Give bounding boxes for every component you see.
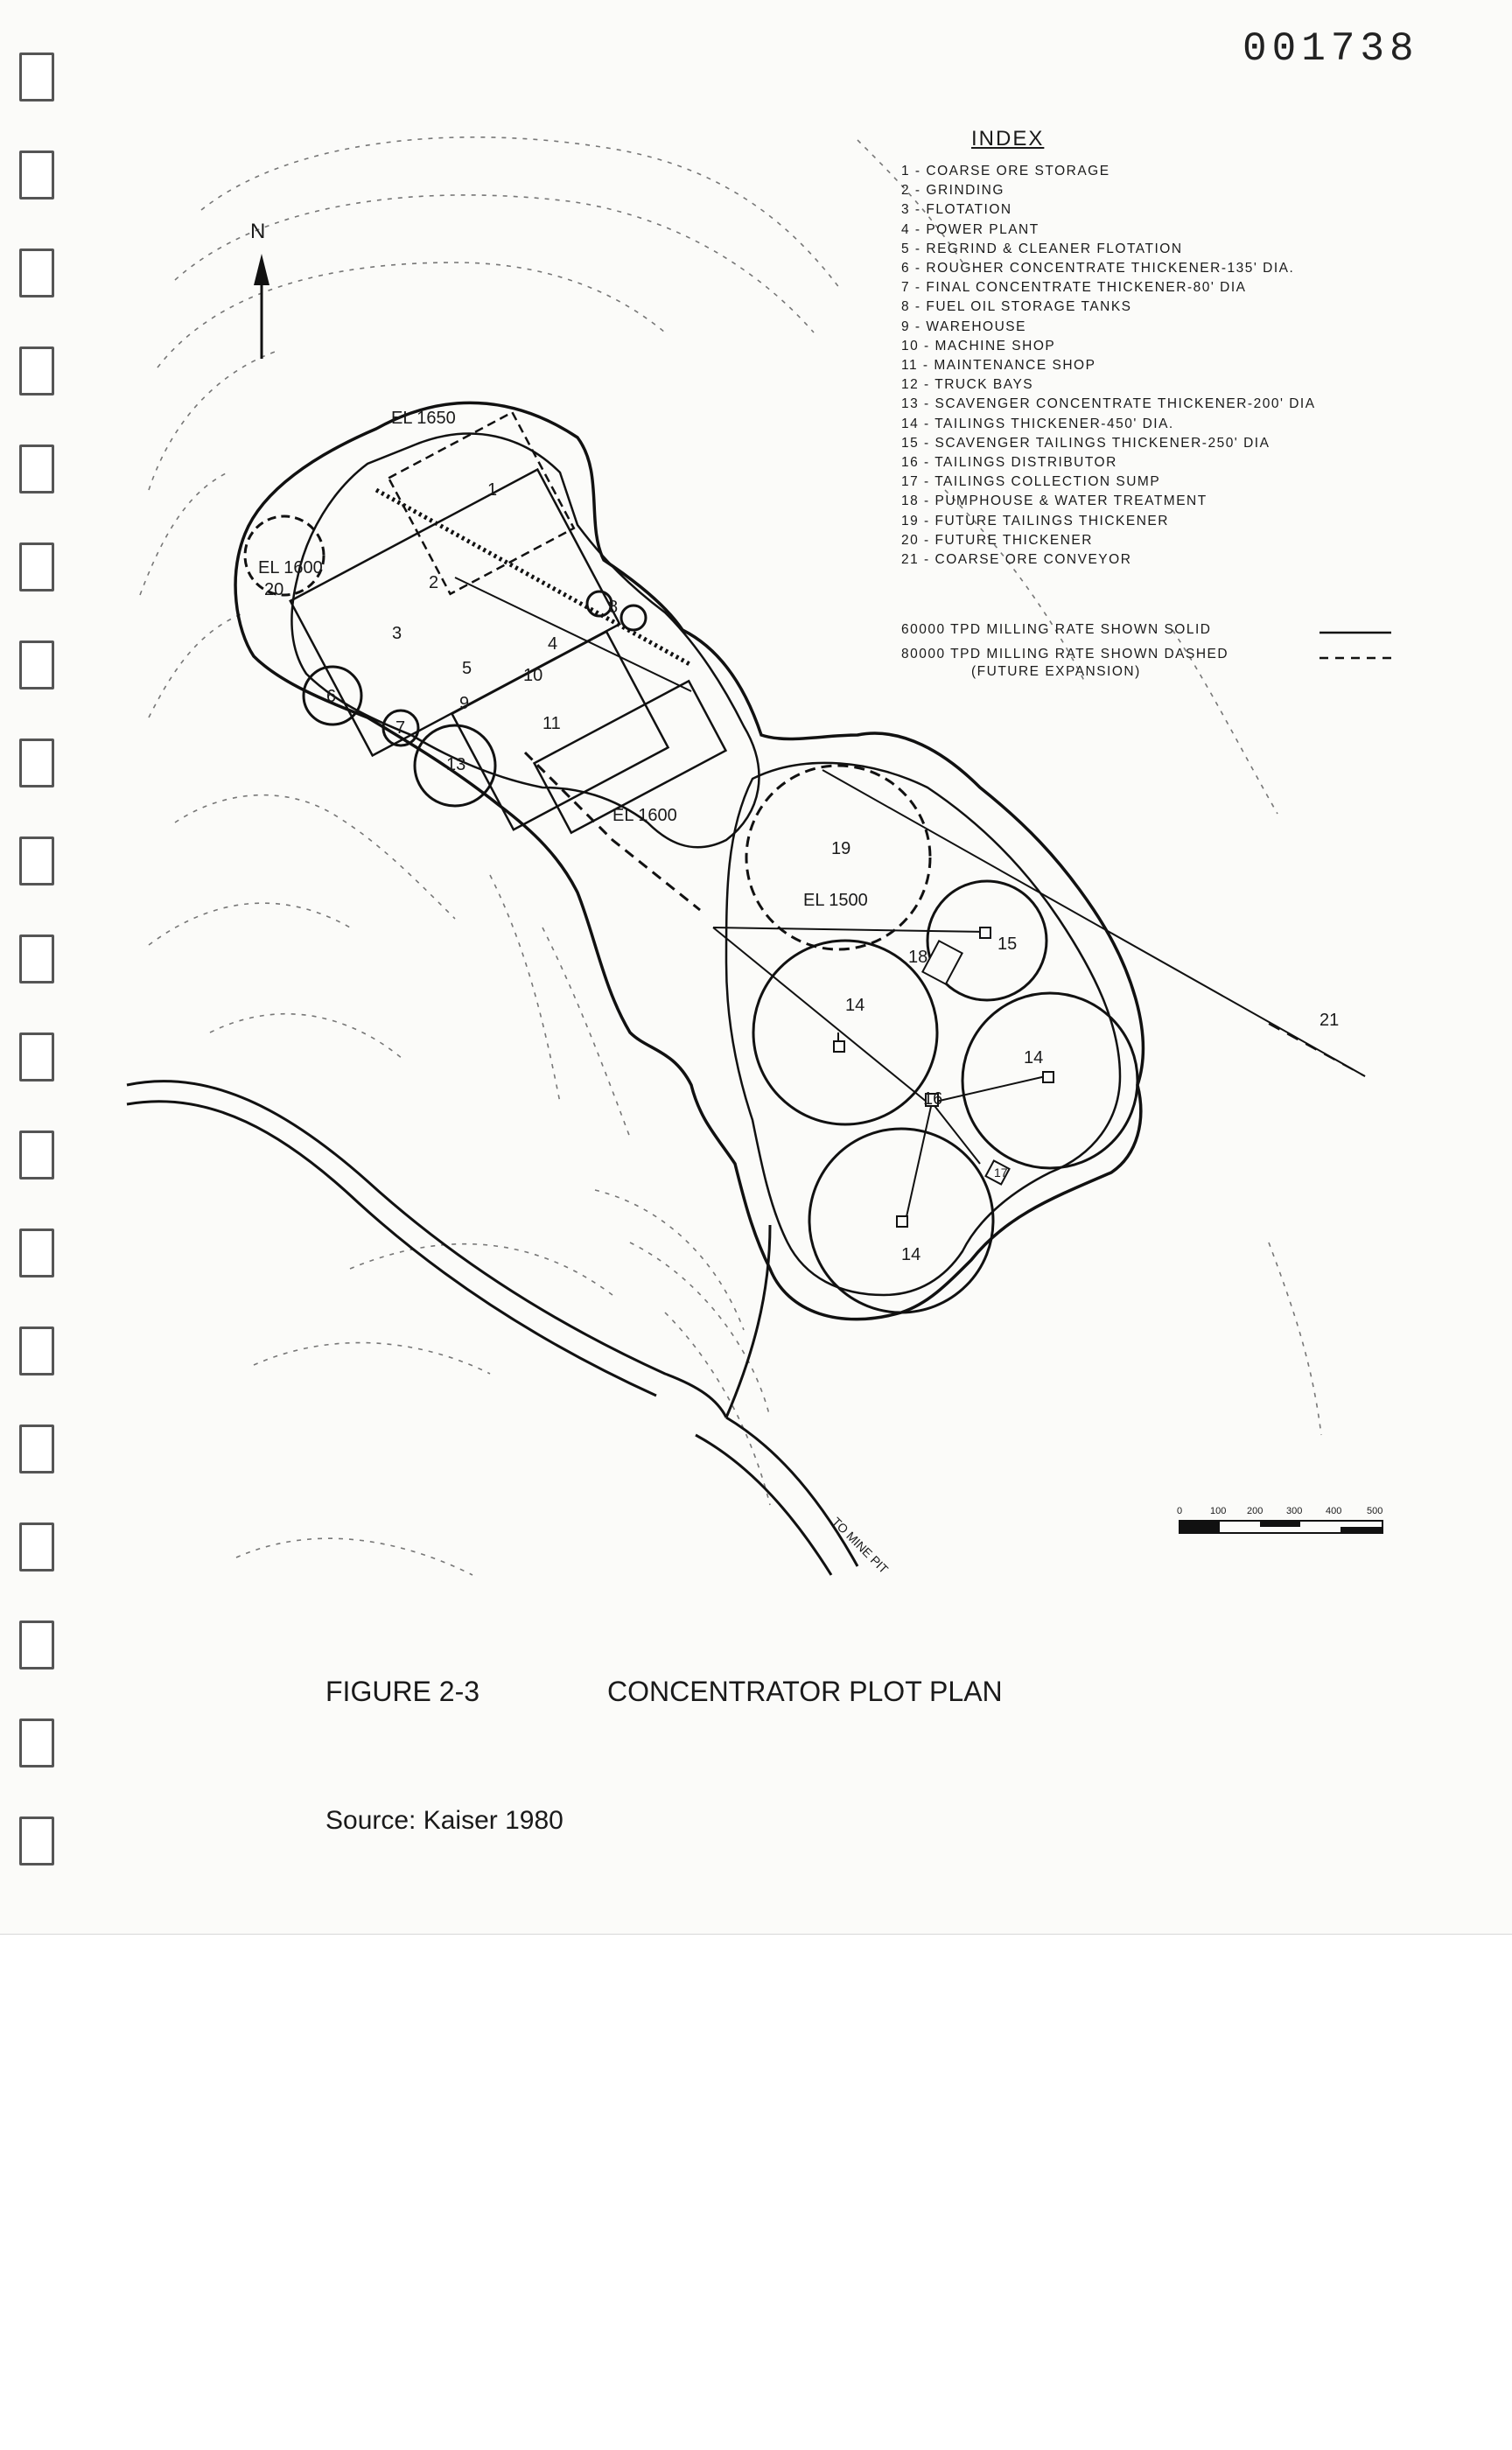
- elevation-label: EL 1600: [612, 806, 677, 825]
- map-number-label: 8: [608, 598, 619, 617]
- index-item: 12 - TRUCK BAYS: [901, 377, 1034, 393]
- index-item: 8 - FUEL OIL STORAGE TANKS: [901, 299, 1132, 315]
- index-item: 20 - FUTURE THICKENER: [901, 532, 1093, 548]
- terrace-outline: [291, 434, 759, 848]
- legend-dashed-text: 80000 TPD MILLING RATE SHOWN DASHED: [901, 647, 1229, 662]
- elevation-label: EL 1500: [803, 891, 868, 910]
- index-item: 9 - WAREHOUSE: [901, 318, 1026, 334]
- road-label: TO MINE PIT: [829, 1514, 892, 1577]
- elevation-label: EL 1600: [258, 558, 323, 578]
- binder-hole: [19, 1816, 54, 1866]
- figure-title: CONCENTRATOR PLOT PLAN: [607, 1676, 1003, 1707]
- map-number-label: 11: [542, 714, 561, 733]
- scale-tick-label: 0: [1177, 1506, 1183, 1516]
- map-number-label: 16: [923, 1089, 943, 1109]
- map-number-label: 2: [429, 573, 439, 592]
- conveyor: [376, 490, 691, 665]
- map-number-label: 9: [459, 694, 470, 713]
- index-item: 14 - TAILINGS THICKENER-450' DIA.: [901, 416, 1174, 431]
- index-item: 4 - POWER PLANT: [901, 221, 1040, 237]
- tank-8b: [621, 606, 646, 630]
- tank-14-a: [753, 941, 937, 1124]
- north-label: N: [250, 220, 266, 243]
- index-item: 5 - REGRIND & CLEANER FLOTATION: [901, 241, 1183, 256]
- source-note: Source: Kaiser 1980: [326, 1806, 564, 1835]
- buildings: [290, 412, 726, 832]
- index-title: INDEX: [971, 127, 1045, 150]
- scale-bar: [1177, 1506, 1382, 1533]
- map-number-label: 14: [845, 996, 865, 1015]
- map-number-label: 20: [264, 580, 284, 599]
- index-item: 19 - FUTURE TAILINGS THICKENER: [901, 513, 1169, 528]
- scale-tick-label: 400: [1326, 1506, 1342, 1516]
- index-item: 18 - PUMPHOUSE & WATER TREATMENT: [901, 494, 1208, 509]
- scale-tick-label: 200: [1247, 1506, 1264, 1516]
- index-item: 2 - GRINDING: [901, 183, 1004, 199]
- map-number-label: 18: [908, 948, 928, 967]
- index-item: 11 - MAINTENANCE SHOP: [901, 358, 1096, 374]
- index-item: 7 - FINAL CONCENTRATE THICKENER-80' DIA: [901, 280, 1247, 296]
- legend-dashed-note: (FUTURE EXPANSION): [971, 664, 1141, 679]
- index-item: 15 - SCAVENGER TAILINGS THICKENER-250' DIA: [901, 435, 1270, 451]
- document-number: 001738: [1242, 26, 1419, 72]
- binder-hole: [19, 1718, 54, 1768]
- map-number-label: 6: [326, 687, 337, 706]
- index-item: 6 - ROUGHER CONCENTRATE THICKENER-135' DIA.: [901, 261, 1295, 276]
- thickener-pad: [726, 763, 1120, 1295]
- index-item: 10 - MACHINE SHOP: [901, 338, 1056, 354]
- map-number-label: 1: [487, 480, 498, 500]
- index-item: 16 - TAILINGS DISTRIBUTOR: [901, 455, 1117, 471]
- map-number-label: 4: [548, 634, 558, 654]
- map-number-label: 3: [392, 624, 402, 643]
- index-item: 13 - SCAVENGER CONCENTRATE THICKENER-200' DIA: [901, 396, 1316, 412]
- map-number-label: 17: [994, 1166, 1008, 1180]
- map-number-label: 15: [998, 934, 1018, 954]
- map-number-label: 21: [1320, 1011, 1340, 1030]
- scale-tick-label: 300: [1286, 1506, 1303, 1516]
- legend-solid-text: 60000 TPD MILLING RATE SHOWN SOLID: [901, 622, 1212, 637]
- map-number-label: 14: [1024, 1048, 1044, 1068]
- scale-tick-label: 100: [1210, 1506, 1227, 1516]
- scale-tick-label: 500: [1367, 1506, 1383, 1516]
- map-number-label: 5: [462, 659, 472, 678]
- index-item: 3 - FLOTATION: [901, 202, 1012, 218]
- north-arrow-icon: [254, 254, 270, 359]
- elevation-label: EL 1650: [391, 409, 456, 428]
- index-item: 1 - COARSE ORE STORAGE: [901, 164, 1110, 178]
- building-coarse-ore-storage: [388, 412, 574, 594]
- figure-number: FIGURE 2-3: [326, 1676, 480, 1707]
- map-number-label: 13: [446, 755, 466, 774]
- map-number-label: 10: [523, 666, 543, 685]
- index-list: [901, 162, 1316, 570]
- index-item: 17 - TAILINGS COLLECTION SUMP: [901, 474, 1161, 490]
- map-number-label: 7: [396, 718, 406, 738]
- map-number-label: 14: [901, 1245, 921, 1264]
- tank-20-future-thickener: [245, 516, 324, 595]
- index-item: 21 - COARSE ORE CONVEYOR: [901, 552, 1132, 568]
- road: [127, 1082, 858, 1575]
- map-number-label: 19: [831, 839, 851, 858]
